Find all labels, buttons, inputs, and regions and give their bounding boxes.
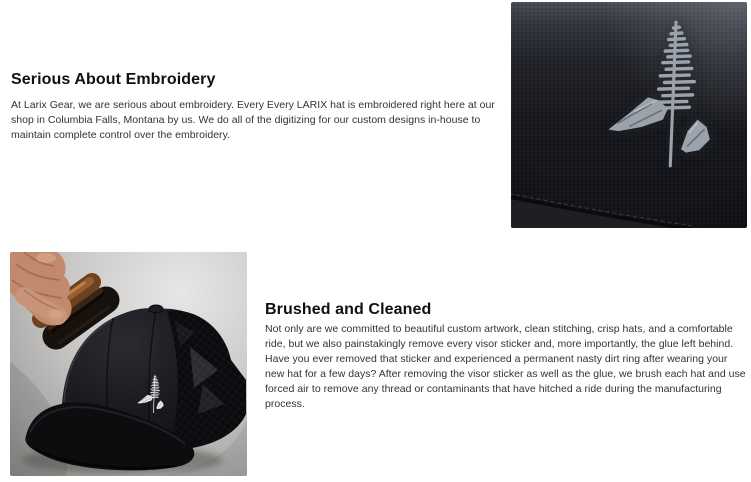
section-brushed: [265, 300, 749, 412]
section-embroidery-heading: Serious About Embroidery: [11, 71, 216, 88]
section-embroidery-body: At Larix Gear, we are serious about embroidery. Every Every LARIX hat is embroidered right here at our shop in Columbia Falls, Montana by us. We do all of the digitizing for our custom designs in-house to maintain complete control over the embroidery.: [11, 99, 495, 141]
section-embroidery: [11, 70, 514, 143]
hat-brushing-image: [10, 252, 247, 476]
section-brushed-heading: Brushed and Cleaned: [265, 301, 432, 318]
embroidery-closeup-illustration: [511, 2, 747, 228]
embroidery-closeup-image: [511, 2, 747, 228]
hat-brushing-illustration: [10, 252, 247, 476]
hat-button: [149, 305, 163, 313]
section-brushed-body: Not only are we committed to beautiful custom artwork, clean stitching, crisp hats, and a comfortable ride, but we also painstakingly remove every visor sticker and, more importantly, the glue left behind. Have you ever removed that sticker and experienced a permanent nasty dirt ring after wearing your new hat for a few days? After removing the visor sticker as well as the glue, we brush each hat and use forced air to remove any thread or contaminants that have hitched a ride during the manufacturing process.: [265, 323, 746, 410]
